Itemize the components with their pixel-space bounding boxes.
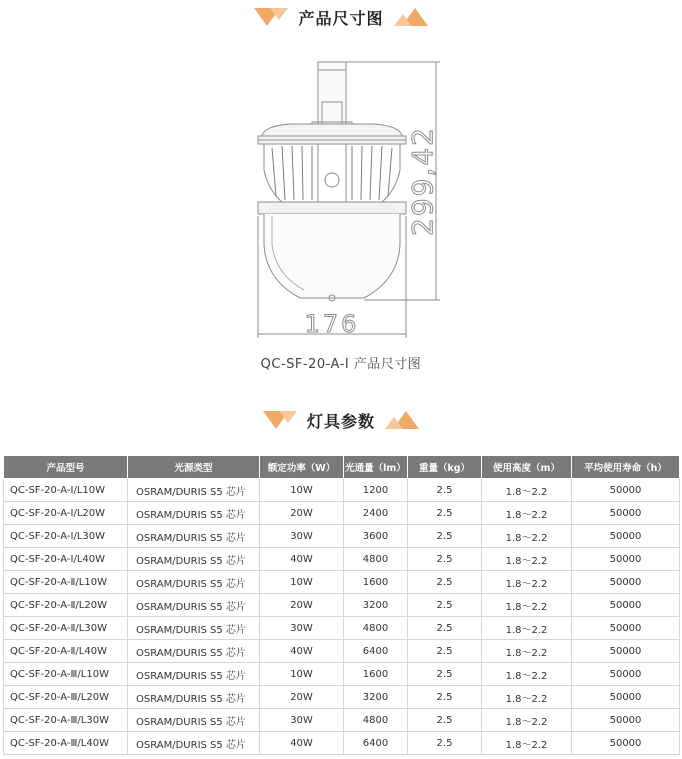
height-cell: 1.8～2.2 <box>482 732 572 755</box>
source-cell: OSRAM/DURIS S5 芯片 <box>128 502 260 525</box>
power-cell: 10W <box>260 571 344 594</box>
power-cell: 40W <box>260 732 344 755</box>
power-cell: 30W <box>260 617 344 640</box>
header-luminous-flux: 光通量（lm） <box>344 456 408 479</box>
power-cell: 20W <box>260 686 344 709</box>
flux-cell: 3200 <box>344 686 408 709</box>
model-cell: QC-SF-20-A-Ⅱ/L20W <box>4 594 128 617</box>
weight-cell: 2.5 <box>408 502 482 525</box>
weight-cell: 2.5 <box>408 663 482 686</box>
width-dimension-label: 176 <box>304 310 360 338</box>
model-cell: QC-SF-20-A-Ⅰ/L10W <box>4 479 128 502</box>
flux-cell: 1600 <box>344 663 408 686</box>
table-row <box>4 640 680 663</box>
life-cell: 50000 <box>572 594 680 617</box>
power-cell: 30W <box>260 709 344 732</box>
life-cell: 50000 <box>572 640 680 663</box>
height-dimension-label: 299,42 <box>406 126 439 236</box>
table-header-row <box>4 456 680 479</box>
flux-cell: 1200 <box>344 479 408 502</box>
table-row <box>4 548 680 571</box>
weight-cell: 2.5 <box>408 571 482 594</box>
table-row <box>4 571 680 594</box>
height-cell: 1.8～2.2 <box>482 686 572 709</box>
table-row <box>4 663 680 686</box>
power-cell: 40W <box>260 640 344 663</box>
table-row <box>4 732 680 755</box>
left-triangle-icon <box>263 411 297 429</box>
life-cell: 50000 <box>572 686 680 709</box>
height-cell: 1.8～2.2 <box>482 479 572 502</box>
flux-cell: 6400 <box>344 640 408 663</box>
power-cell: 30W <box>260 525 344 548</box>
life-cell: 50000 <box>572 502 680 525</box>
power-cell: 20W <box>260 594 344 617</box>
life-cell: 50000 <box>572 663 680 686</box>
header-model: 产品型号 <box>4 456 128 479</box>
source-cell: OSRAM/DURIS S5 芯片 <box>128 663 260 686</box>
params-section-header <box>0 405 682 435</box>
table-row <box>4 617 680 640</box>
table-row <box>4 709 680 732</box>
life-cell: 50000 <box>572 548 680 571</box>
life-cell: 50000 <box>572 479 680 502</box>
height-cell: 1.8～2.2 <box>482 548 572 571</box>
life-cell: 50000 <box>572 571 680 594</box>
power-cell: 10W <box>260 479 344 502</box>
table-row <box>4 686 680 709</box>
weight-cell: 2.5 <box>408 709 482 732</box>
height-cell: 1.8～2.2 <box>482 663 572 686</box>
model-cell: QC-SF-20-A-Ⅱ/L30W <box>4 617 128 640</box>
header-lifespan: 平均使用寿命（h） <box>572 456 680 479</box>
weight-cell: 2.5 <box>408 640 482 663</box>
life-cell: 50000 <box>572 617 680 640</box>
life-cell: 50000 <box>572 709 680 732</box>
right-triangle-icon <box>394 8 428 26</box>
source-cell: OSRAM/DURIS S5 芯片 <box>128 686 260 709</box>
model-cell: QC-SF-20-A-Ⅱ/L40W <box>4 640 128 663</box>
source-cell: OSRAM/DURIS S5 芯片 <box>128 640 260 663</box>
weight-cell: 2.5 <box>408 479 482 502</box>
height-cell: 1.8～2.2 <box>482 640 572 663</box>
source-cell: OSRAM/DURIS S5 芯片 <box>128 594 260 617</box>
source-cell: OSRAM/DURIS S5 芯片 <box>128 617 260 640</box>
source-cell: OSRAM/DURIS S5 芯片 <box>128 732 260 755</box>
header-mount-height: 使用高度（m） <box>482 456 572 479</box>
power-cell: 20W <box>260 502 344 525</box>
table-row <box>4 479 680 502</box>
weight-cell: 2.5 <box>408 617 482 640</box>
model-cell: QC-SF-20-A-Ⅲ/L20W <box>4 686 128 709</box>
source-cell: OSRAM/DURIS S5 芯片 <box>128 479 260 502</box>
power-cell: 10W <box>260 663 344 686</box>
weight-cell: 2.5 <box>408 686 482 709</box>
height-cell: 1.8～2.2 <box>482 709 572 732</box>
height-cell: 1.8～2.2 <box>482 594 572 617</box>
header-light-source: 光源类型 <box>128 456 260 479</box>
weight-cell: 2.5 <box>408 548 482 571</box>
model-cell: QC-SF-20-A-Ⅰ/L20W <box>4 502 128 525</box>
params-section-title: 灯具参数 <box>306 411 375 431</box>
table-row <box>4 525 680 548</box>
table-row <box>4 502 680 525</box>
model-cell: QC-SF-20-A-Ⅱ/L10W <box>4 571 128 594</box>
flux-cell: 1600 <box>344 571 408 594</box>
lamp-dimension-drawing <box>0 40 682 350</box>
flux-cell: 3200 <box>344 594 408 617</box>
source-cell: OSRAM/DURIS S5 芯片 <box>128 709 260 732</box>
power-cell: 40W <box>260 548 344 571</box>
specs-table <box>3 455 680 755</box>
flux-cell: 3600 <box>344 525 408 548</box>
weight-cell: 2.5 <box>408 525 482 548</box>
drawing-caption: QC-SF-20-A-Ⅰ 产品尺寸图 <box>260 357 422 372</box>
weight-cell: 2.5 <box>408 594 482 617</box>
model-cell: QC-SF-20-A-Ⅲ/L30W <box>4 709 128 732</box>
source-cell: OSRAM/DURIS S5 芯片 <box>128 548 260 571</box>
model-cell: QC-SF-20-A-Ⅰ/L30W <box>4 525 128 548</box>
height-cell: 1.8～2.2 <box>482 571 572 594</box>
height-cell: 1.8～2.2 <box>482 502 572 525</box>
weight-cell: 2.5 <box>408 732 482 755</box>
model-cell: QC-SF-20-A-Ⅲ/L10W <box>4 663 128 686</box>
flux-cell: 4800 <box>344 709 408 732</box>
life-cell: 50000 <box>572 525 680 548</box>
height-cell: 1.8～2.2 <box>482 617 572 640</box>
model-cell: QC-SF-20-A-Ⅰ/L40W <box>4 548 128 571</box>
source-cell: OSRAM/DURIS S5 芯片 <box>128 571 260 594</box>
dimension-section-title: 产品尺寸图 <box>298 8 384 28</box>
flux-cell: 4800 <box>344 548 408 571</box>
flux-cell: 6400 <box>344 732 408 755</box>
model-cell: QC-SF-20-A-Ⅲ/L40W <box>4 732 128 755</box>
life-cell: 50000 <box>572 732 680 755</box>
right-triangle-icon <box>385 411 419 429</box>
source-cell: OSRAM/DURIS S5 芯片 <box>128 525 260 548</box>
flux-cell: 2400 <box>344 502 408 525</box>
table-row <box>4 594 680 617</box>
left-triangle-icon <box>254 8 288 26</box>
dimension-section-header <box>0 2 682 32</box>
header-power: 额定功率（W） <box>260 456 344 479</box>
height-cell: 1.8～2.2 <box>482 525 572 548</box>
header-weight: 重量（kg） <box>408 456 482 479</box>
flux-cell: 4800 <box>344 617 408 640</box>
